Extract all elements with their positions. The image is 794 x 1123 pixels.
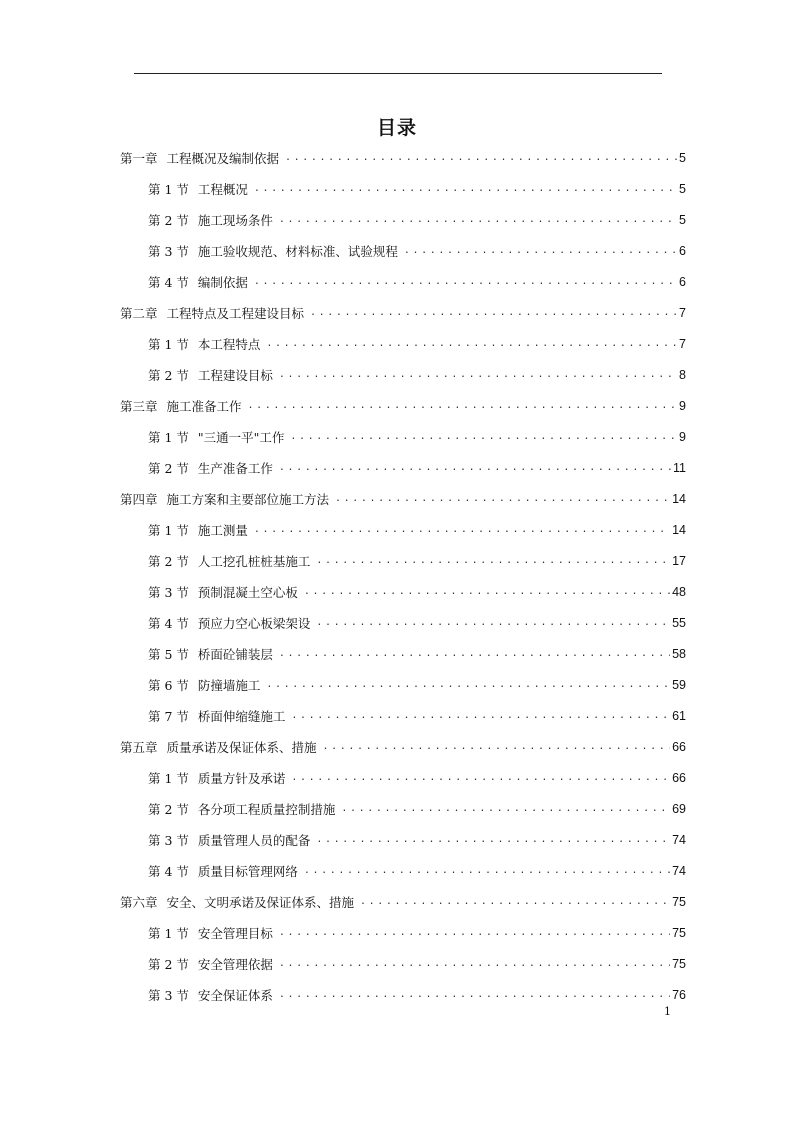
toc-entry-page: 14 bbox=[672, 491, 686, 506]
toc-entry-number: 第 3 节 bbox=[148, 243, 189, 259]
toc-entry-label bbox=[148, 242, 404, 260]
toc-entry-title: 桥面伸缩缝施工 bbox=[197, 708, 286, 724]
toc-entry-number: 第 4 节 bbox=[148, 863, 189, 879]
dot-leader bbox=[279, 927, 670, 938]
toc-entry-page: 6 bbox=[679, 274, 686, 289]
toc-entry-label bbox=[148, 273, 254, 291]
toc-entry-label bbox=[148, 211, 279, 229]
toc-entry-label bbox=[120, 738, 323, 756]
toc-entry-page: 11 bbox=[673, 460, 686, 475]
dot-leader bbox=[248, 400, 678, 411]
toc-entry-page: 58 bbox=[672, 646, 686, 661]
toc-chapter-entry[interactable] bbox=[120, 390, 686, 421]
toc-entry-label bbox=[148, 521, 254, 539]
dot-leader bbox=[323, 741, 671, 752]
toc-entry-label bbox=[148, 583, 304, 601]
toc-section-entry[interactable] bbox=[120, 545, 686, 576]
toc-entry-title: 工程概况 bbox=[197, 181, 248, 197]
toc-section-entry[interactable] bbox=[120, 948, 686, 979]
toc-section-entry[interactable] bbox=[120, 700, 686, 731]
toc-entry-page: 7 bbox=[679, 305, 686, 320]
dot-leader bbox=[290, 431, 677, 442]
toc-entry-number: 第二章 bbox=[120, 305, 158, 321]
toc-entry-number: 第 2 节 bbox=[148, 956, 189, 972]
toc-entry-label bbox=[148, 428, 290, 446]
dot-leader bbox=[291, 772, 670, 783]
toc-section-entry[interactable] bbox=[120, 452, 686, 483]
toc-entry-number: 第 2 节 bbox=[148, 801, 189, 817]
toc-chapter-entry[interactable] bbox=[120, 731, 686, 762]
toc-section-entry[interactable] bbox=[120, 359, 686, 390]
toc-entry-title: 生产准备工作 bbox=[197, 460, 273, 476]
toc-entry-title: 安全保证体系 bbox=[197, 987, 273, 1003]
toc-entry-title: 安全管理依据 bbox=[197, 956, 273, 972]
toc-entry-label bbox=[148, 955, 279, 973]
toc-entry-page: 48 bbox=[672, 584, 686, 599]
toc-entry-title: 防撞墙施工 bbox=[197, 677, 261, 693]
dot-leader bbox=[316, 617, 670, 628]
toc-entry-page: 69 bbox=[672, 801, 686, 816]
toc-entry-title: 施工方案和主要部位施工方法 bbox=[166, 491, 330, 507]
toc-entry-page: 9 bbox=[679, 398, 686, 413]
toc-entry-title: 工程建设目标 bbox=[197, 367, 273, 383]
toc-entry-number: 第六章 bbox=[120, 894, 158, 910]
toc-entry-number: 第一章 bbox=[120, 150, 158, 166]
toc-entry-label bbox=[148, 707, 291, 725]
toc-section-entry[interactable] bbox=[120, 917, 686, 948]
dot-leader bbox=[291, 710, 670, 721]
toc-section-entry[interactable] bbox=[120, 576, 686, 607]
toc-entry-label bbox=[120, 397, 248, 415]
toc-entry-title: 安全管理目标 bbox=[197, 925, 273, 941]
toc-entry-label bbox=[148, 986, 279, 1004]
toc-section-entry[interactable] bbox=[120, 421, 686, 452]
toc-entry-title: 质量承诺及保证体系、措施 bbox=[166, 739, 317, 755]
dot-leader bbox=[304, 586, 670, 597]
toc-entry-title: 安全、文明承诺及保证体系、措施 bbox=[166, 894, 355, 910]
dot-leader bbox=[279, 989, 670, 1000]
toc-entry-number: 第 2 节 bbox=[148, 367, 189, 383]
toc-section-entry[interactable] bbox=[120, 328, 686, 359]
toc-entry-number: 第 2 节 bbox=[148, 460, 189, 476]
toc-section-entry[interactable] bbox=[120, 762, 686, 793]
toc-entry-number: 第 1 节 bbox=[148, 522, 189, 538]
toc-entry-title: 本工程特点 bbox=[197, 336, 261, 352]
toc-entry-label bbox=[148, 459, 279, 477]
toc-entry-page: 9 bbox=[679, 429, 686, 444]
toc-entry-label bbox=[148, 800, 341, 818]
toc-entry-number: 第 1 节 bbox=[148, 925, 189, 941]
dot-leader bbox=[404, 245, 677, 256]
toc-entry-number: 第 3 节 bbox=[148, 584, 189, 600]
toc-entry-label bbox=[148, 180, 254, 198]
toc-entry-label bbox=[120, 149, 285, 167]
toc-entry-title: 人工挖孔桩桩基施工 bbox=[197, 553, 311, 569]
toc-section-entry[interactable] bbox=[120, 824, 686, 855]
table-of-contents bbox=[120, 142, 686, 1010]
dot-leader bbox=[279, 369, 677, 380]
toc-section-entry[interactable] bbox=[120, 235, 686, 266]
toc-section-entry[interactable] bbox=[120, 607, 686, 638]
toc-entry-page: 14 bbox=[672, 522, 686, 537]
dot-leader bbox=[285, 152, 677, 163]
toc-entry-label bbox=[120, 304, 310, 322]
toc-entry-page: 5 bbox=[679, 150, 686, 165]
toc-entry-label bbox=[120, 893, 360, 911]
toc-entry-page: 8 bbox=[679, 367, 686, 382]
toc-entry-label bbox=[148, 366, 279, 384]
toc-section-entry[interactable] bbox=[120, 514, 686, 545]
toc-entry-label bbox=[148, 552, 316, 570]
toc-entry-label bbox=[148, 676, 266, 694]
toc-entry-page: 55 bbox=[672, 615, 686, 630]
toc-entry-number: 第 5 节 bbox=[148, 646, 189, 662]
toc-entry-number: 第 4 节 bbox=[148, 615, 189, 631]
toc-entry-label bbox=[148, 831, 316, 849]
page-number: 1 bbox=[664, 1005, 671, 1018]
toc-title: 目录 bbox=[376, 116, 417, 139]
toc-entry-number: 第 6 节 bbox=[148, 677, 189, 693]
toc-chapter-entry[interactable] bbox=[120, 483, 686, 514]
toc-entry-page: 7 bbox=[679, 336, 686, 351]
header-rule bbox=[134, 73, 662, 74]
toc-entry-page: 61 bbox=[672, 708, 686, 723]
toc-entry-label bbox=[148, 769, 291, 787]
dot-leader bbox=[279, 462, 671, 473]
dot-leader bbox=[279, 648, 670, 659]
toc-entry-title: 工程特点及工程建设目标 bbox=[166, 305, 305, 321]
dot-leader bbox=[310, 307, 677, 318]
toc-entry-title: 预应力空心板梁架设 bbox=[197, 615, 311, 631]
dot-leader bbox=[360, 896, 670, 907]
dot-leader bbox=[279, 958, 670, 969]
toc-entry-number: 第 1 节 bbox=[148, 770, 189, 786]
toc-entry-number: 第 2 节 bbox=[148, 553, 189, 569]
toc-entry-title: 工程概况及编制依据 bbox=[166, 150, 280, 166]
toc-entry-page: 75 bbox=[672, 925, 686, 940]
toc-section-entry[interactable] bbox=[120, 204, 686, 235]
toc-entry-label bbox=[148, 335, 266, 353]
dot-leader bbox=[266, 679, 670, 690]
toc-entry-page: 74 bbox=[672, 832, 686, 847]
toc-entry-page: 66 bbox=[672, 739, 686, 754]
toc-entry-title: 预制混凝土空心板 bbox=[197, 584, 298, 600]
toc-section-entry[interactable] bbox=[120, 793, 686, 824]
toc-entry-title: 质量管理人员的配备 bbox=[197, 832, 311, 848]
dot-leader bbox=[316, 834, 670, 845]
toc-entry-label bbox=[120, 490, 335, 508]
toc-entry-label bbox=[148, 924, 279, 942]
toc-entry-title: 质量方针及承诺 bbox=[197, 770, 286, 786]
toc-entry-page: 5 bbox=[679, 212, 686, 227]
toc-entry-number: 第 2 节 bbox=[148, 212, 189, 228]
toc-section-entry[interactable] bbox=[120, 979, 686, 1010]
toc-entry-number: 第 3 节 bbox=[148, 832, 189, 848]
toc-section-entry[interactable] bbox=[120, 638, 686, 669]
dot-leader bbox=[254, 183, 677, 194]
toc-entry-page: 59 bbox=[672, 677, 686, 692]
toc-entry-title: 施工验收规范、材料标准、试验规程 bbox=[197, 243, 398, 259]
toc-chapter-entry[interactable] bbox=[120, 142, 686, 173]
dot-leader bbox=[254, 276, 677, 287]
toc-entry-label bbox=[148, 614, 316, 632]
toc-entry-page: 6 bbox=[679, 243, 686, 258]
toc-entry-page: 75 bbox=[672, 956, 686, 971]
dot-leader bbox=[254, 524, 670, 535]
toc-entry-number: 第 3 节 bbox=[148, 987, 189, 1003]
toc-section-entry[interactable] bbox=[120, 266, 686, 297]
toc-chapter-entry[interactable] bbox=[120, 297, 686, 328]
toc-entry-title: 施工准备工作 bbox=[166, 398, 242, 414]
toc-entry-title: "三通一平"工作 bbox=[197, 429, 285, 445]
toc-entry-page: 5 bbox=[679, 181, 686, 196]
toc-entry-page: 74 bbox=[672, 863, 686, 878]
toc-entry-title: 桥面砼铺装层 bbox=[197, 646, 273, 662]
toc-entry-number: 第五章 bbox=[120, 739, 158, 755]
toc-entry-title: 施工测量 bbox=[197, 522, 248, 538]
toc-entry-number: 第 4 节 bbox=[148, 274, 189, 290]
dot-leader bbox=[335, 493, 670, 504]
toc-entry-title: 施工现场条件 bbox=[197, 212, 273, 228]
toc-entry-number: 第三章 bbox=[120, 398, 158, 414]
toc-entry-title: 各分项工程质量控制措施 bbox=[197, 801, 336, 817]
toc-entry-label bbox=[148, 645, 279, 663]
toc-section-entry[interactable] bbox=[120, 173, 686, 204]
toc-chapter-entry[interactable] bbox=[120, 886, 686, 917]
toc-section-entry[interactable] bbox=[120, 669, 686, 700]
toc-section-entry[interactable] bbox=[120, 855, 686, 886]
toc-entry-label bbox=[148, 862, 304, 880]
toc-entry-page: 66 bbox=[672, 770, 686, 785]
toc-entry-number: 第 1 节 bbox=[148, 181, 189, 197]
dot-leader bbox=[279, 214, 677, 225]
toc-entry-title: 编制依据 bbox=[197, 274, 248, 290]
toc-entry-number: 第 7 节 bbox=[148, 708, 189, 724]
toc-entry-page: 76 bbox=[672, 987, 686, 1002]
toc-entry-page: 75 bbox=[672, 894, 686, 909]
toc-entry-title: 质量目标管理网络 bbox=[197, 863, 298, 879]
toc-entry-number: 第四章 bbox=[120, 491, 158, 507]
dot-leader bbox=[266, 338, 677, 349]
dot-leader bbox=[304, 865, 670, 876]
toc-entry-number: 第 1 节 bbox=[148, 429, 189, 445]
dot-leader bbox=[341, 803, 670, 814]
toc-entry-page: 17 bbox=[672, 553, 686, 568]
toc-entry-number: 第 1 节 bbox=[148, 336, 189, 352]
dot-leader bbox=[316, 555, 670, 566]
